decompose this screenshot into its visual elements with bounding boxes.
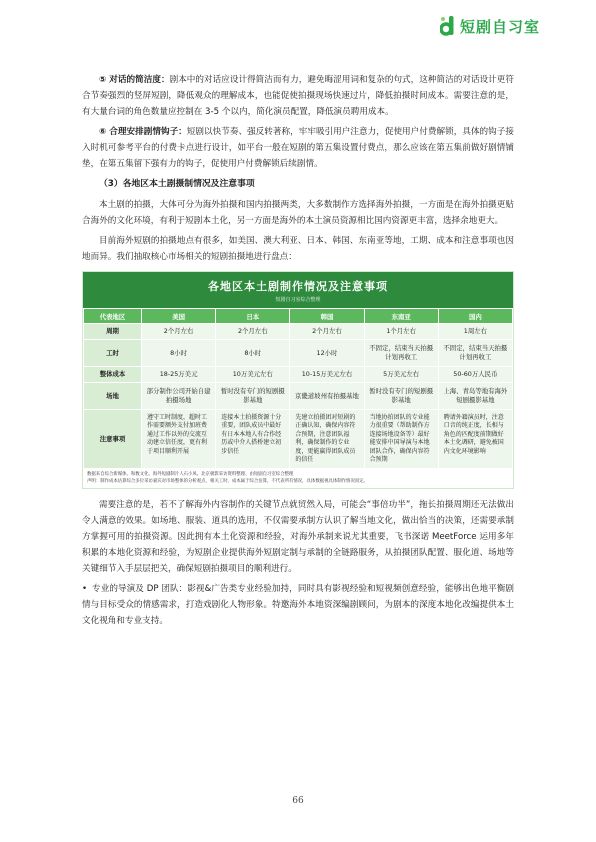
list-item-text: 专业的导演及 DP 团队：影视&广告类专业经验加持，同时具有影视经验和短视频创意经验，能够出色地平衡剧情与目标受众的情感需求，打造戏剧化人物形象。特邀海外本地资深编剧顾问，为剧本的深度本地化改编提供本土文化视角和专业支持。: [82, 584, 514, 627]
paragraph-text: 短剧以快节奏、强反转著称，牢牢吸引用户注意力，促使用户付费解锁，具体的钩子接入时机可参考平台的付费卡点进行设计，如平台一般在短剧的第五集设置付费点，那么应该在第五集前做好剧情铺垫，在第五集留下强有力的钩子，促使用户付费解锁后续剧情。: [82, 127, 514, 169]
table-cell: 2个月左右: [216, 324, 290, 340]
list-item: [82, 581, 514, 629]
table-cell: 连接本土拍摄资源十分重要，团队成员中最好有日本本地人有合作经历或中介人搭桥建立初步信任: [216, 410, 290, 469]
table-subtitle: 短剧自习室综合整理: [275, 297, 321, 303]
row-header: 整体成本: [84, 367, 142, 383]
table-cell: 京畿道坡州有拍摄基地: [290, 383, 364, 410]
table-row: [84, 340, 513, 367]
table-cell: 2个月左右: [290, 324, 364, 340]
column-header: 日本: [216, 309, 290, 324]
table-title: 各地区本土剧制作情况及注意事项: [208, 280, 388, 293]
table-cell: 暂时没有专门的短剧摄影基地: [364, 383, 438, 410]
paragraph-lead: ⑤ 对话的简洁度：: [99, 75, 170, 85]
table-cell: 暂时没有专门的短剧摄影基地: [216, 383, 290, 410]
paragraph-intro-2: 目前海外短剧的拍摄地点有很多，如美国、澳大利亚、日本、韩国、东南亚等地，工期、成本和注意事项也因地而异。我们抽取核心市场相关的短剧拍摄地进行盘点：: [82, 236, 514, 262]
table-row: [84, 410, 513, 469]
row-header: 注意事项: [84, 410, 142, 469]
table-footnote: [83, 469, 513, 488]
table-disclaimer: 声明：制作成本估算综合多位采访嘉宾对市场整体的分析观点，相关工时、成本属于综合估算，不代表所有情况，具体数据视具体制作情况而定。: [87, 478, 369, 484]
column-header: 美国: [142, 309, 216, 324]
bullet-icon: •: [82, 584, 88, 595]
row-header: 场地: [84, 383, 142, 410]
table-cell: 18-25万美元: [142, 367, 216, 383]
table-cell: 先建立拍摄团对短剧的正确认知，确保内容符合预期，注意团队福利，确保制作的专业度，更能赢得团队成员的信任: [290, 410, 364, 469]
table-cell: 不固定，结束当天拍摄计划再收工: [364, 340, 438, 367]
column-header: 东南亚: [364, 309, 438, 324]
logo-text: 短剧自习室: [459, 17, 540, 36]
table-cell: 50-60万人民币: [438, 367, 512, 383]
table-row: [84, 367, 513, 383]
table-source-note: 数据来自综合新媒体、和数文化、海外短剧制片人石小凤、北京极影采访资料整理、由短剧自习室综合整理: [87, 472, 294, 478]
table-cell: 聘请外籍演员时，注意口音的纯正度，长相与角色的匹配度前期做好本土化调研，避免被国内文化环境影响: [438, 410, 512, 469]
table-cell: 10-15万美元左右: [290, 367, 364, 383]
table-cell: 当地协拍团队的专业能力很重要（帮助制作方连接场地设备等）最好能安排中国导演与本地团队合作，确保内容符合预期: [364, 410, 438, 469]
table-row: [84, 324, 513, 340]
table-cell: 5万美元左右: [364, 367, 438, 383]
data-table: [83, 308, 513, 469]
row-header: 周期: [84, 324, 142, 340]
column-header: 韩国: [290, 309, 364, 324]
table-banner: [83, 272, 513, 308]
table-cell: 10万美元左右: [216, 367, 290, 383]
table-cell: 部分制作公司开始自建拍摄场地: [142, 383, 216, 410]
regional-production-table: [82, 271, 514, 489]
paragraph-dialogue: [82, 72, 514, 120]
brand-logo: [440, 15, 540, 37]
table-cell: 遵守工时制度，超时工作需要额外支付加班费通过工作以外的交流互动建立信任度，更有利于项目顺利开展: [142, 410, 216, 469]
table-cell: 8小时: [216, 340, 290, 367]
paragraph-hooks: [82, 124, 514, 172]
table-header-row: [84, 309, 513, 324]
paragraph-text: 剧本中的对话应设计得简洁而有力，避免晦涩用词和复杂的句式，这种简洁的对话设计更符合节奏强烈的竖屏短剧，降低观众的理解成本，也能促使拍摄现场快速过片，降低拍摄时间成本。需要注意的是，有大量台词的角色数量应控制在 3-5 个以内，简化演员配置，降低演员聘用成本。: [82, 75, 514, 117]
logo-mark-icon: [440, 15, 456, 37]
paragraph-intro: 本土剧的拍摄，大体可分为海外拍摄和国内拍摄两类，大多数制作方选择海外拍摄，一方面是在海外拍摄更贴合海外的文化环境，有利于短剧本土化，另一方面是海外的本土演员资源相比国内资源更丰富，选择余地更大。: [82, 200, 514, 226]
table-cell: 1周左右: [438, 324, 512, 340]
page-number: 66: [292, 796, 304, 806]
table-cell: 12小时: [290, 340, 364, 367]
column-header: 代表地区: [84, 309, 142, 324]
bullet-list: [82, 581, 514, 629]
paragraph-after-table: 需要注意的是，若不了解海外内容制作的关键节点就贸然入局，可能会“事倍功半”，拖长拍摄周期还无法做出令人满意的效果。如场地、服装、道具的选用，不仅需要承制方认识了解当地文化，做出恰当的决策，还需要承制方掌握可用的拍摄资源。因此拥有本土化资源和经验，对海外承制来说尤其重要，飞书深诺 MeetForce 运用多年积累的本地化资源和经验，为短剧企业提供海外短剧定制与承制的全链路服务，从拍摄团队配置、服化道、场地等关键细节入手层层把关，确保短剧拍摄项目的顺利进行。: [82, 500, 514, 575]
table-cell: 8小时: [142, 340, 216, 367]
column-header: 国内: [438, 309, 512, 324]
table-cell: 上海、青岛等地有海外短剧摄影基地: [438, 383, 512, 410]
document-body: [82, 72, 514, 629]
table-cell: 1个月左右: [364, 324, 438, 340]
paragraph-lead: ⑥ 合理安排剧情钩子：: [99, 127, 187, 137]
table-row: [84, 383, 513, 410]
section-title: （3）各地区本土剧摄制情况及注意事项: [99, 179, 255, 189]
table-cell: 不固定，结束当天拍摄计划再收工: [438, 340, 512, 367]
table-cell: 2个月左右: [142, 324, 216, 340]
row-header: 工时: [84, 340, 142, 367]
